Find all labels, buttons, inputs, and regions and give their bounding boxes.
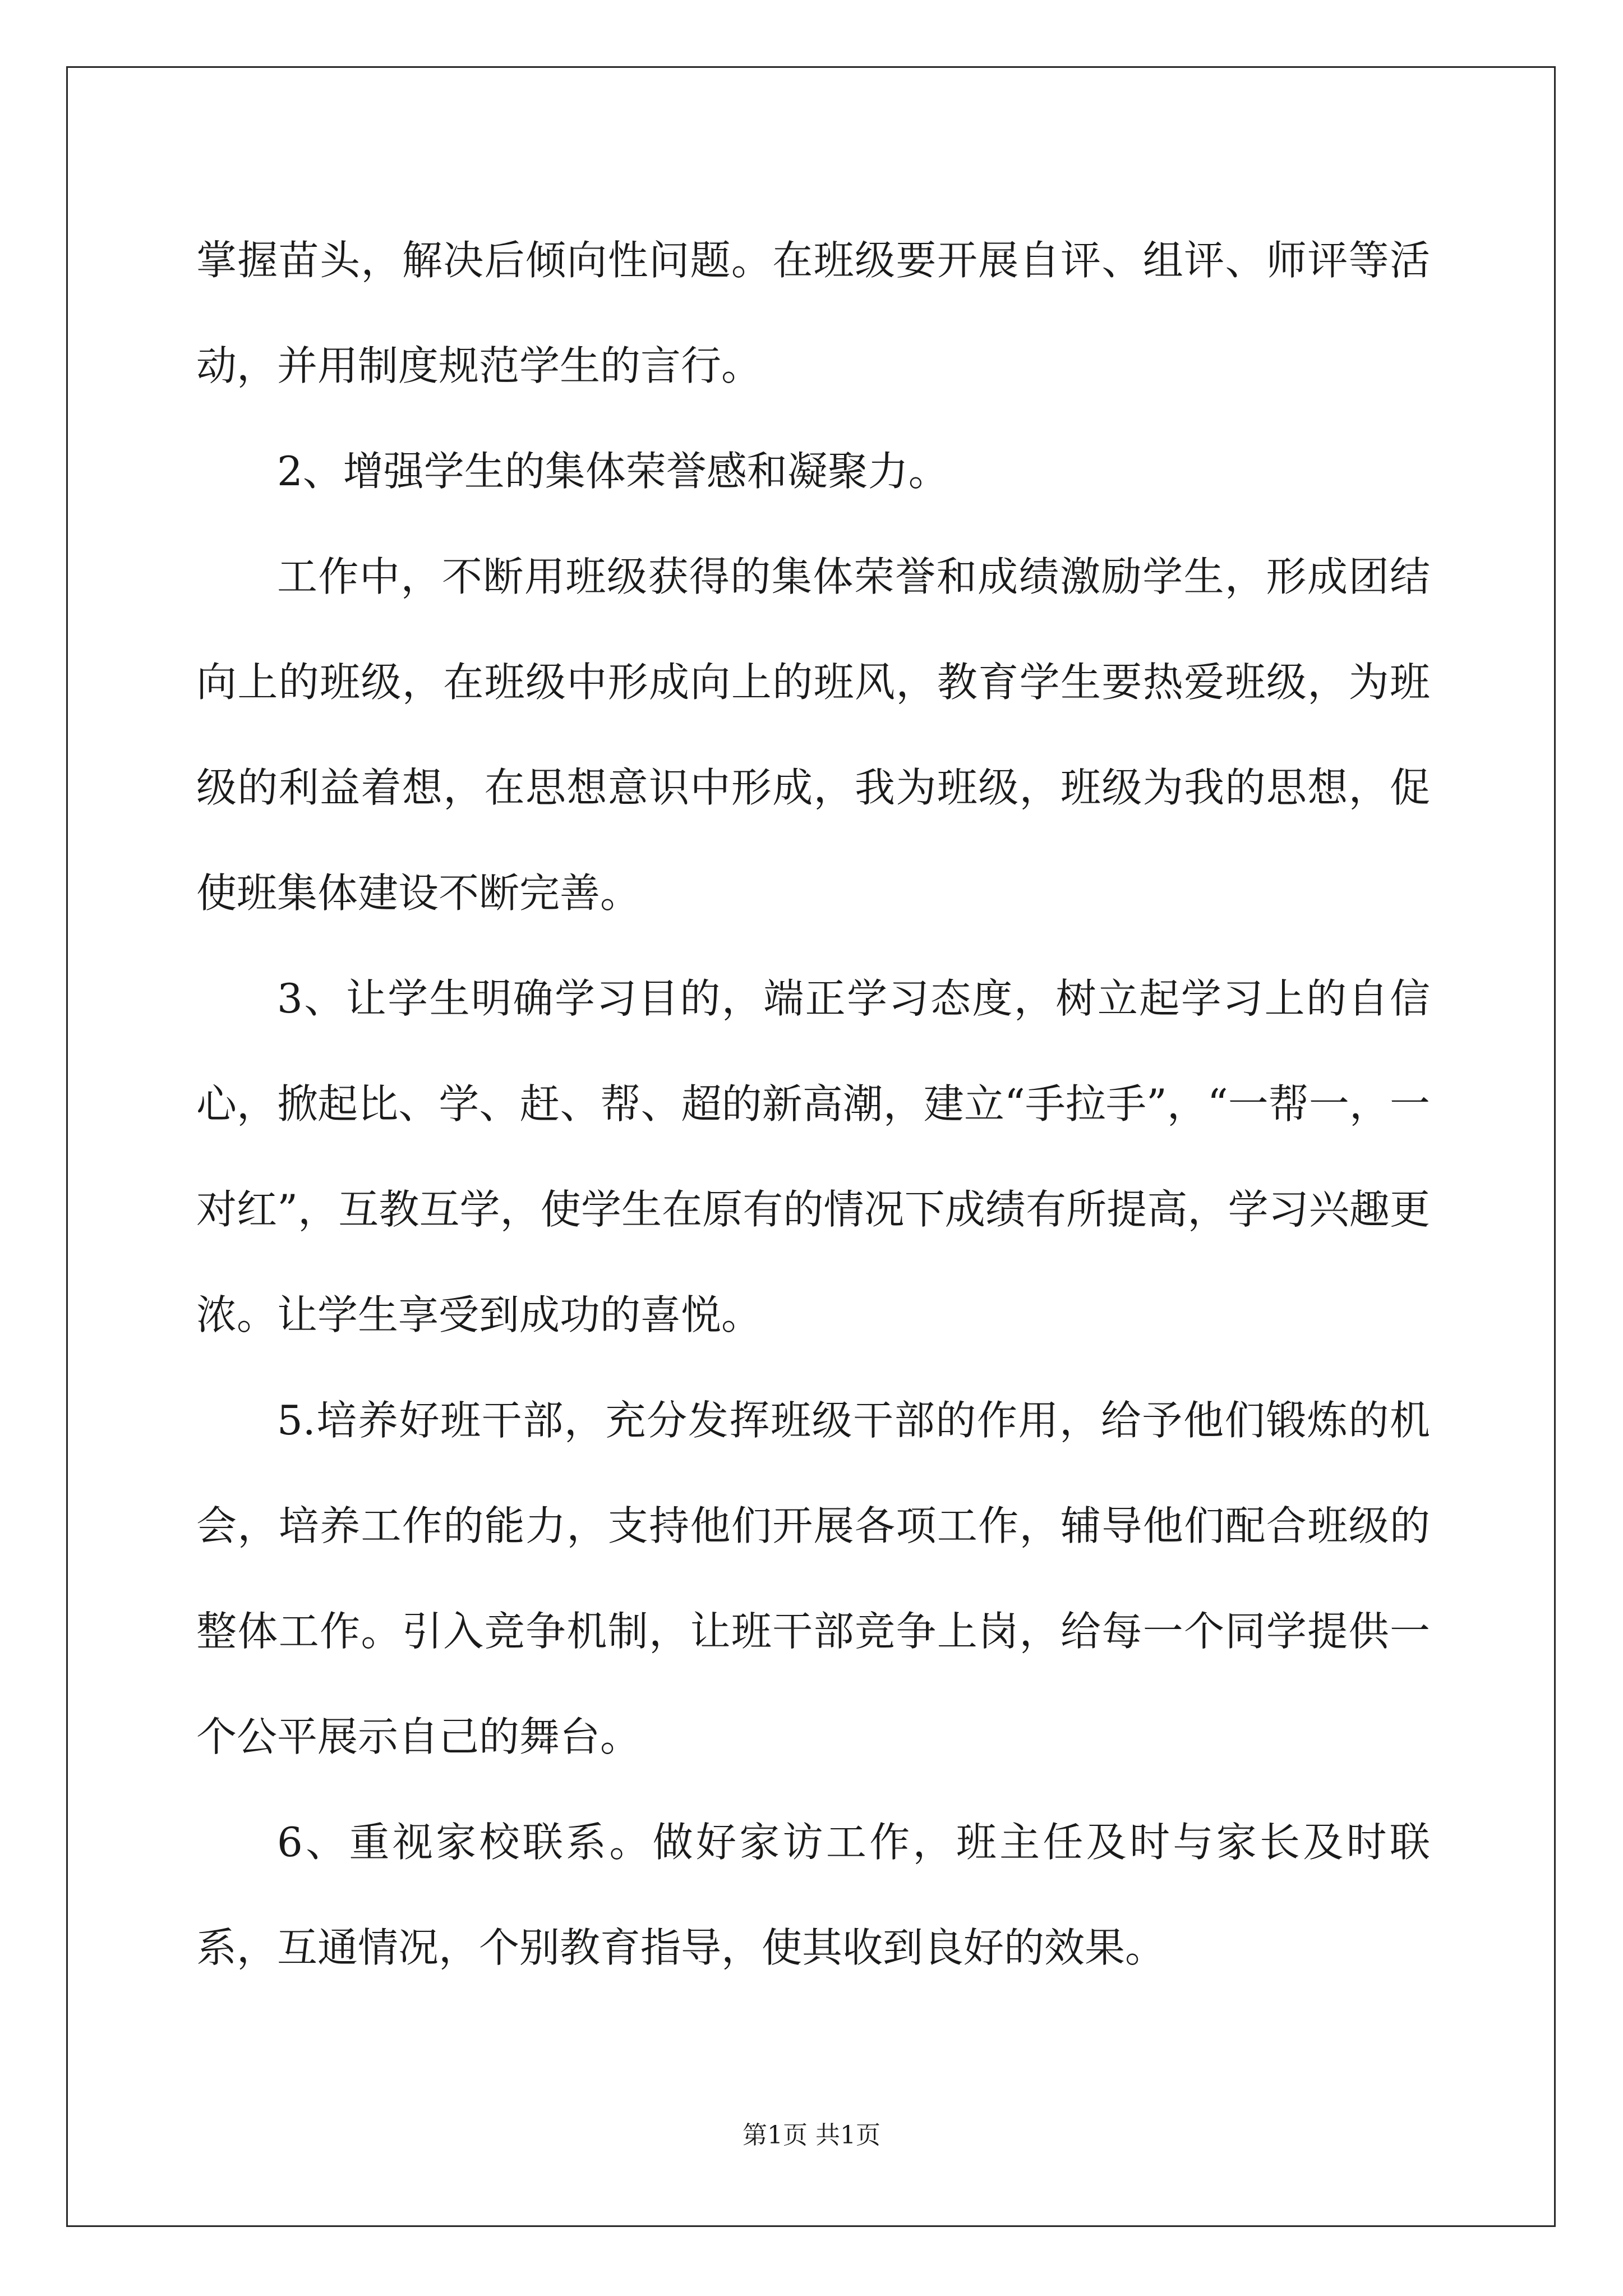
paragraph-item-5: 5.培养好班干部，充分发挥班级干部的作用，给予他们锻炼的机会，培养工作的能力，支持他们开展各项工作，辅导他们配合班级的整体工作。引入竞争机制，让班干部竞争上岗，给每一个同学提供一个公平展示自己的舞台。 — [196, 1397, 1430, 1760]
paragraph-item-2: 2、增强学生的集体荣誉感和凝聚力。 — [277, 448, 949, 495]
paragraph-item-6: 6、重视家校联系。做好家访工作，班主任及时与家长及时联系，互通情况，个别教育指导，使其收到良好的效果。 — [196, 1819, 1430, 1971]
document-body — [196, 208, 1430, 2000]
paragraph-work: 工作中，不断用班级获得的集体荣誉和成绩激励学生，形成团结向上的班级，在班级中形成向上的班风，教育学生要热爱班级，为班级的利益着想，在思想意识中形成，我为班级，班级为我的思想，促使班集体建设不断完善。 — [196, 553, 1430, 917]
page-footer: 第1页 共1页 — [743, 2121, 880, 2150]
paragraph-item-3: 3、让学生明确学习目的，端正学习态度，树立起学习上的自信心，掀起比、学、赶、帮、超的新高潮，建立“手拉手”，“一帮一，一对红”，互教互学，使学生在原有的情况下成绩有所提高，学习兴趣更浓。让学生享受到成功的喜悦。 — [196, 975, 1430, 1338]
paragraph-continuation: 掌握苗头，解决后倾向性问题。在班级要开展自评、组评、师评等活动，并用制度规范学生的言行。 — [196, 237, 1430, 389]
